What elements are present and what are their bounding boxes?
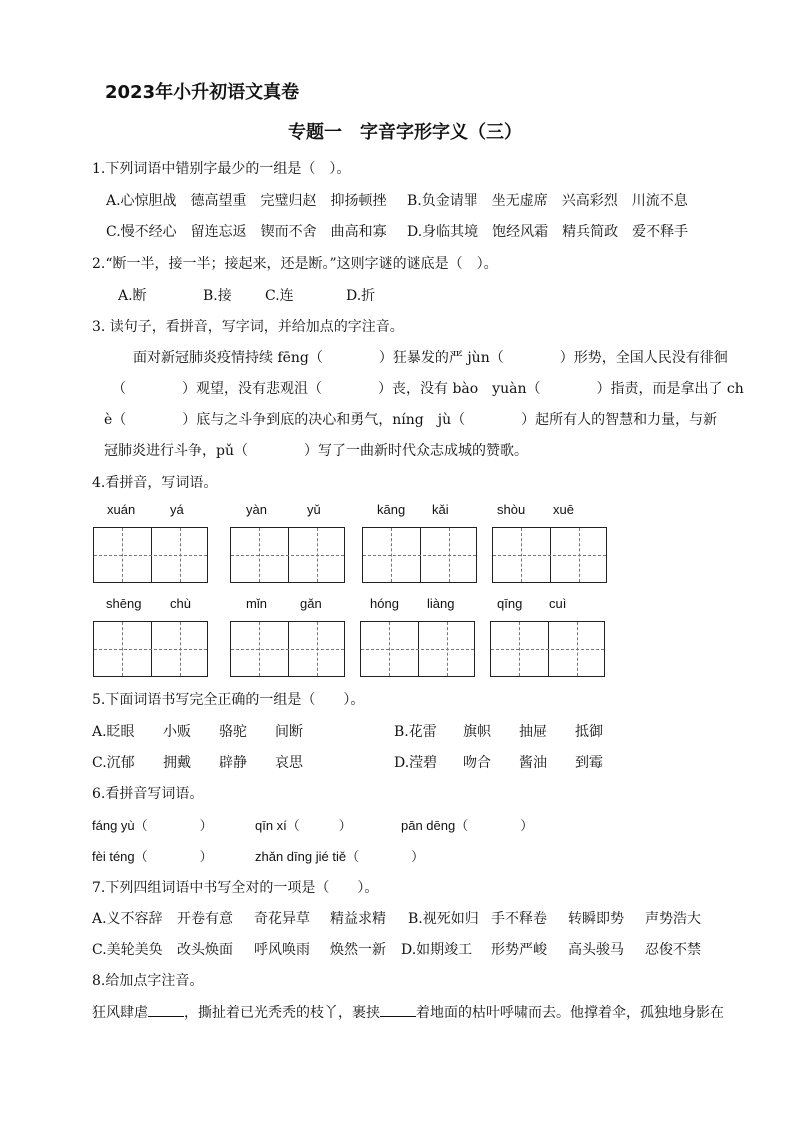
answer-blank[interactable] bbox=[380, 1004, 416, 1017]
q5-word: 吻合 bbox=[463, 755, 491, 771]
q4-pinyin: yǔ bbox=[307, 502, 321, 517]
q4-pinyin: kāng bbox=[377, 502, 406, 517]
q5-word: 哀思 bbox=[275, 755, 303, 771]
q2-option-c: C.连 bbox=[265, 288, 294, 304]
writing-grid[interactable] bbox=[362, 527, 477, 583]
q7-word: 高头骏马 bbox=[568, 942, 624, 958]
q7-word: 形势严峻 bbox=[491, 942, 547, 958]
q1-option-a: A.心惊胆战 德高望重 完璧归赵 抑扬顿挫 bbox=[106, 193, 387, 209]
q4-pinyin: gǎn bbox=[300, 596, 322, 611]
q7-word: 开卷有意 bbox=[177, 911, 233, 927]
exam-title: 2023年小升初语文真卷 bbox=[105, 82, 300, 103]
writing-grid[interactable] bbox=[490, 621, 605, 677]
q4-pinyin: cuì bbox=[549, 596, 567, 611]
q5-word: 小贩 bbox=[163, 724, 191, 740]
q7-word: 呼风唤雨 bbox=[254, 942, 310, 958]
q4-pinyin: yá bbox=[170, 502, 184, 517]
q5-stem: 5.下面词语书写完全正确的一组是（ ）。 bbox=[92, 692, 365, 708]
q6-stem: 6.看拼音写词语。 bbox=[92, 786, 204, 802]
q4-pinyin: qīng bbox=[497, 596, 523, 611]
q1-option-b: B.负金请罪 坐无虚席 兴高彩烈 川流不息 bbox=[407, 193, 688, 209]
q4-pinyin: xuán bbox=[107, 502, 136, 517]
q4-stem: 4.看拼音，写词语。 bbox=[92, 475, 218, 491]
writing-grid[interactable] bbox=[492, 527, 607, 583]
q2-option-b: B.接 bbox=[203, 288, 232, 304]
q8-text bbox=[92, 1002, 724, 1022]
q5-word: 拥戴 bbox=[163, 755, 191, 771]
q8-text-part: 着地面的枯叶呼啸而去。他撑着伞，孤独地身影在 bbox=[416, 1005, 724, 1021]
q5-option-b: B.花雷 bbox=[394, 724, 437, 740]
q3-line-1: 面对新冠肺炎疫情持续 fēng（ ）狂暴发的严 jùn（ ）形势，全国人民没有徘徊 bbox=[133, 350, 728, 366]
writing-grid[interactable] bbox=[93, 621, 208, 677]
q3-line-4: 冠肺炎进行斗争，pǔ（ ）写了一曲新时代众志成城的赞歌。 bbox=[104, 443, 528, 459]
q5-word: 旗帜 bbox=[463, 724, 491, 740]
topic-title: 专题一 字音字形字义（三） bbox=[288, 122, 522, 143]
q2-option-d: D.折 bbox=[346, 288, 376, 304]
q6-item: fáng yù（ ） bbox=[92, 818, 213, 833]
q1-stem: 1.下列词语中错别字最少的一组是（ ）。 bbox=[92, 161, 351, 177]
q3-line-2: （ ）观望，没有悲观沮（ ）丧，没有 bào yuàn（ ）指责，而是拿出了 ch bbox=[112, 381, 744, 397]
q6-item: qīn xí（ ） bbox=[255, 818, 352, 833]
q5-word: 辟静 bbox=[219, 755, 247, 771]
writing-grid[interactable] bbox=[230, 621, 345, 677]
q1-option-d: D.身临其境 饱经风霜 精兵简政 爱不释手 bbox=[407, 224, 689, 240]
writing-grid[interactable] bbox=[93, 527, 208, 583]
q5-word: 抽屉 bbox=[519, 724, 547, 740]
q6-item: pān dēng（ ） bbox=[401, 818, 534, 833]
q8-stem: 8.给加点字注音。 bbox=[92, 973, 204, 989]
q2-stem: 2.“断一半，接一半；接起来，还是断。”这则字谜的谜底是（ ）。 bbox=[92, 256, 498, 272]
q7-option-c: C.美轮美奂 bbox=[92, 942, 163, 958]
q5-option-c: C.沉郁 bbox=[92, 755, 135, 771]
q4-pinyin: xuē bbox=[553, 502, 574, 517]
q4-pinyin: kǎi bbox=[432, 502, 449, 517]
q7-word: 焕然一新 bbox=[330, 942, 386, 958]
q5-option-a: A.眨眼 bbox=[92, 724, 135, 740]
q5-option-d: D.滢碧 bbox=[394, 755, 438, 771]
writing-grid[interactable] bbox=[360, 621, 475, 677]
q7-word: 忍俊不禁 bbox=[645, 942, 701, 958]
q5-word: 骆驼 bbox=[219, 724, 247, 740]
q5-word: 酱油 bbox=[519, 755, 547, 771]
q4-pinyin: chù bbox=[170, 596, 191, 611]
q8-text-part: 狂风肆虐 bbox=[92, 1005, 148, 1021]
q4-pinyin: liàng bbox=[427, 596, 455, 611]
q7-option-a: A.义不容辞 bbox=[92, 911, 163, 927]
q1-option-c: C.慢不经心 留连忘返 锲而不舍 曲高和寡 bbox=[106, 224, 387, 240]
q7-option-d: D.如期竣工 bbox=[401, 942, 473, 958]
q3-stem: 3. 读句子，看拼音，写字词，并给加点的字注音。 bbox=[92, 319, 404, 335]
q7-word: 声势浩大 bbox=[645, 911, 701, 927]
q4-pinyin: mǐn bbox=[246, 596, 267, 611]
q7-word: 奇花异草 bbox=[254, 911, 310, 927]
q8-text-part: ，撕扯着已光秃秃的枝丫，裹挟 bbox=[184, 1005, 380, 1021]
q7-word: 改头焕面 bbox=[177, 942, 233, 958]
q2-option-a: A.断 bbox=[118, 288, 147, 304]
q5-word: 抵御 bbox=[575, 724, 603, 740]
q7-option-b: B.视死如归 bbox=[408, 911, 479, 927]
q5-word: 到霉 bbox=[575, 755, 603, 771]
answer-blank[interactable] bbox=[148, 1004, 184, 1017]
q7-word: 手不释卷 bbox=[491, 911, 547, 927]
q4-pinyin: yàn bbox=[246, 502, 267, 517]
q4-pinyin: shēng bbox=[106, 596, 142, 611]
q7-word: 转瞬即势 bbox=[568, 911, 624, 927]
q7-word: 精益求精 bbox=[330, 911, 386, 927]
q3-line-3: è（ ）底与之斗争到底的决心和勇气，níng jù（ ）起所有人的智慧和力量，与新 bbox=[104, 412, 718, 428]
writing-grid[interactable] bbox=[230, 527, 345, 583]
q6-item: zhǎn dīng jié tiě（ ） bbox=[255, 849, 425, 864]
q4-pinyin: shòu bbox=[497, 502, 526, 517]
q6-item: fèi téng（ ） bbox=[92, 849, 213, 864]
q5-word: 间断 bbox=[275, 724, 303, 740]
q4-pinyin: hóng bbox=[370, 596, 399, 611]
q7-stem: 7.下列四组词语中书写全对的一项是（ ）。 bbox=[92, 880, 379, 896]
